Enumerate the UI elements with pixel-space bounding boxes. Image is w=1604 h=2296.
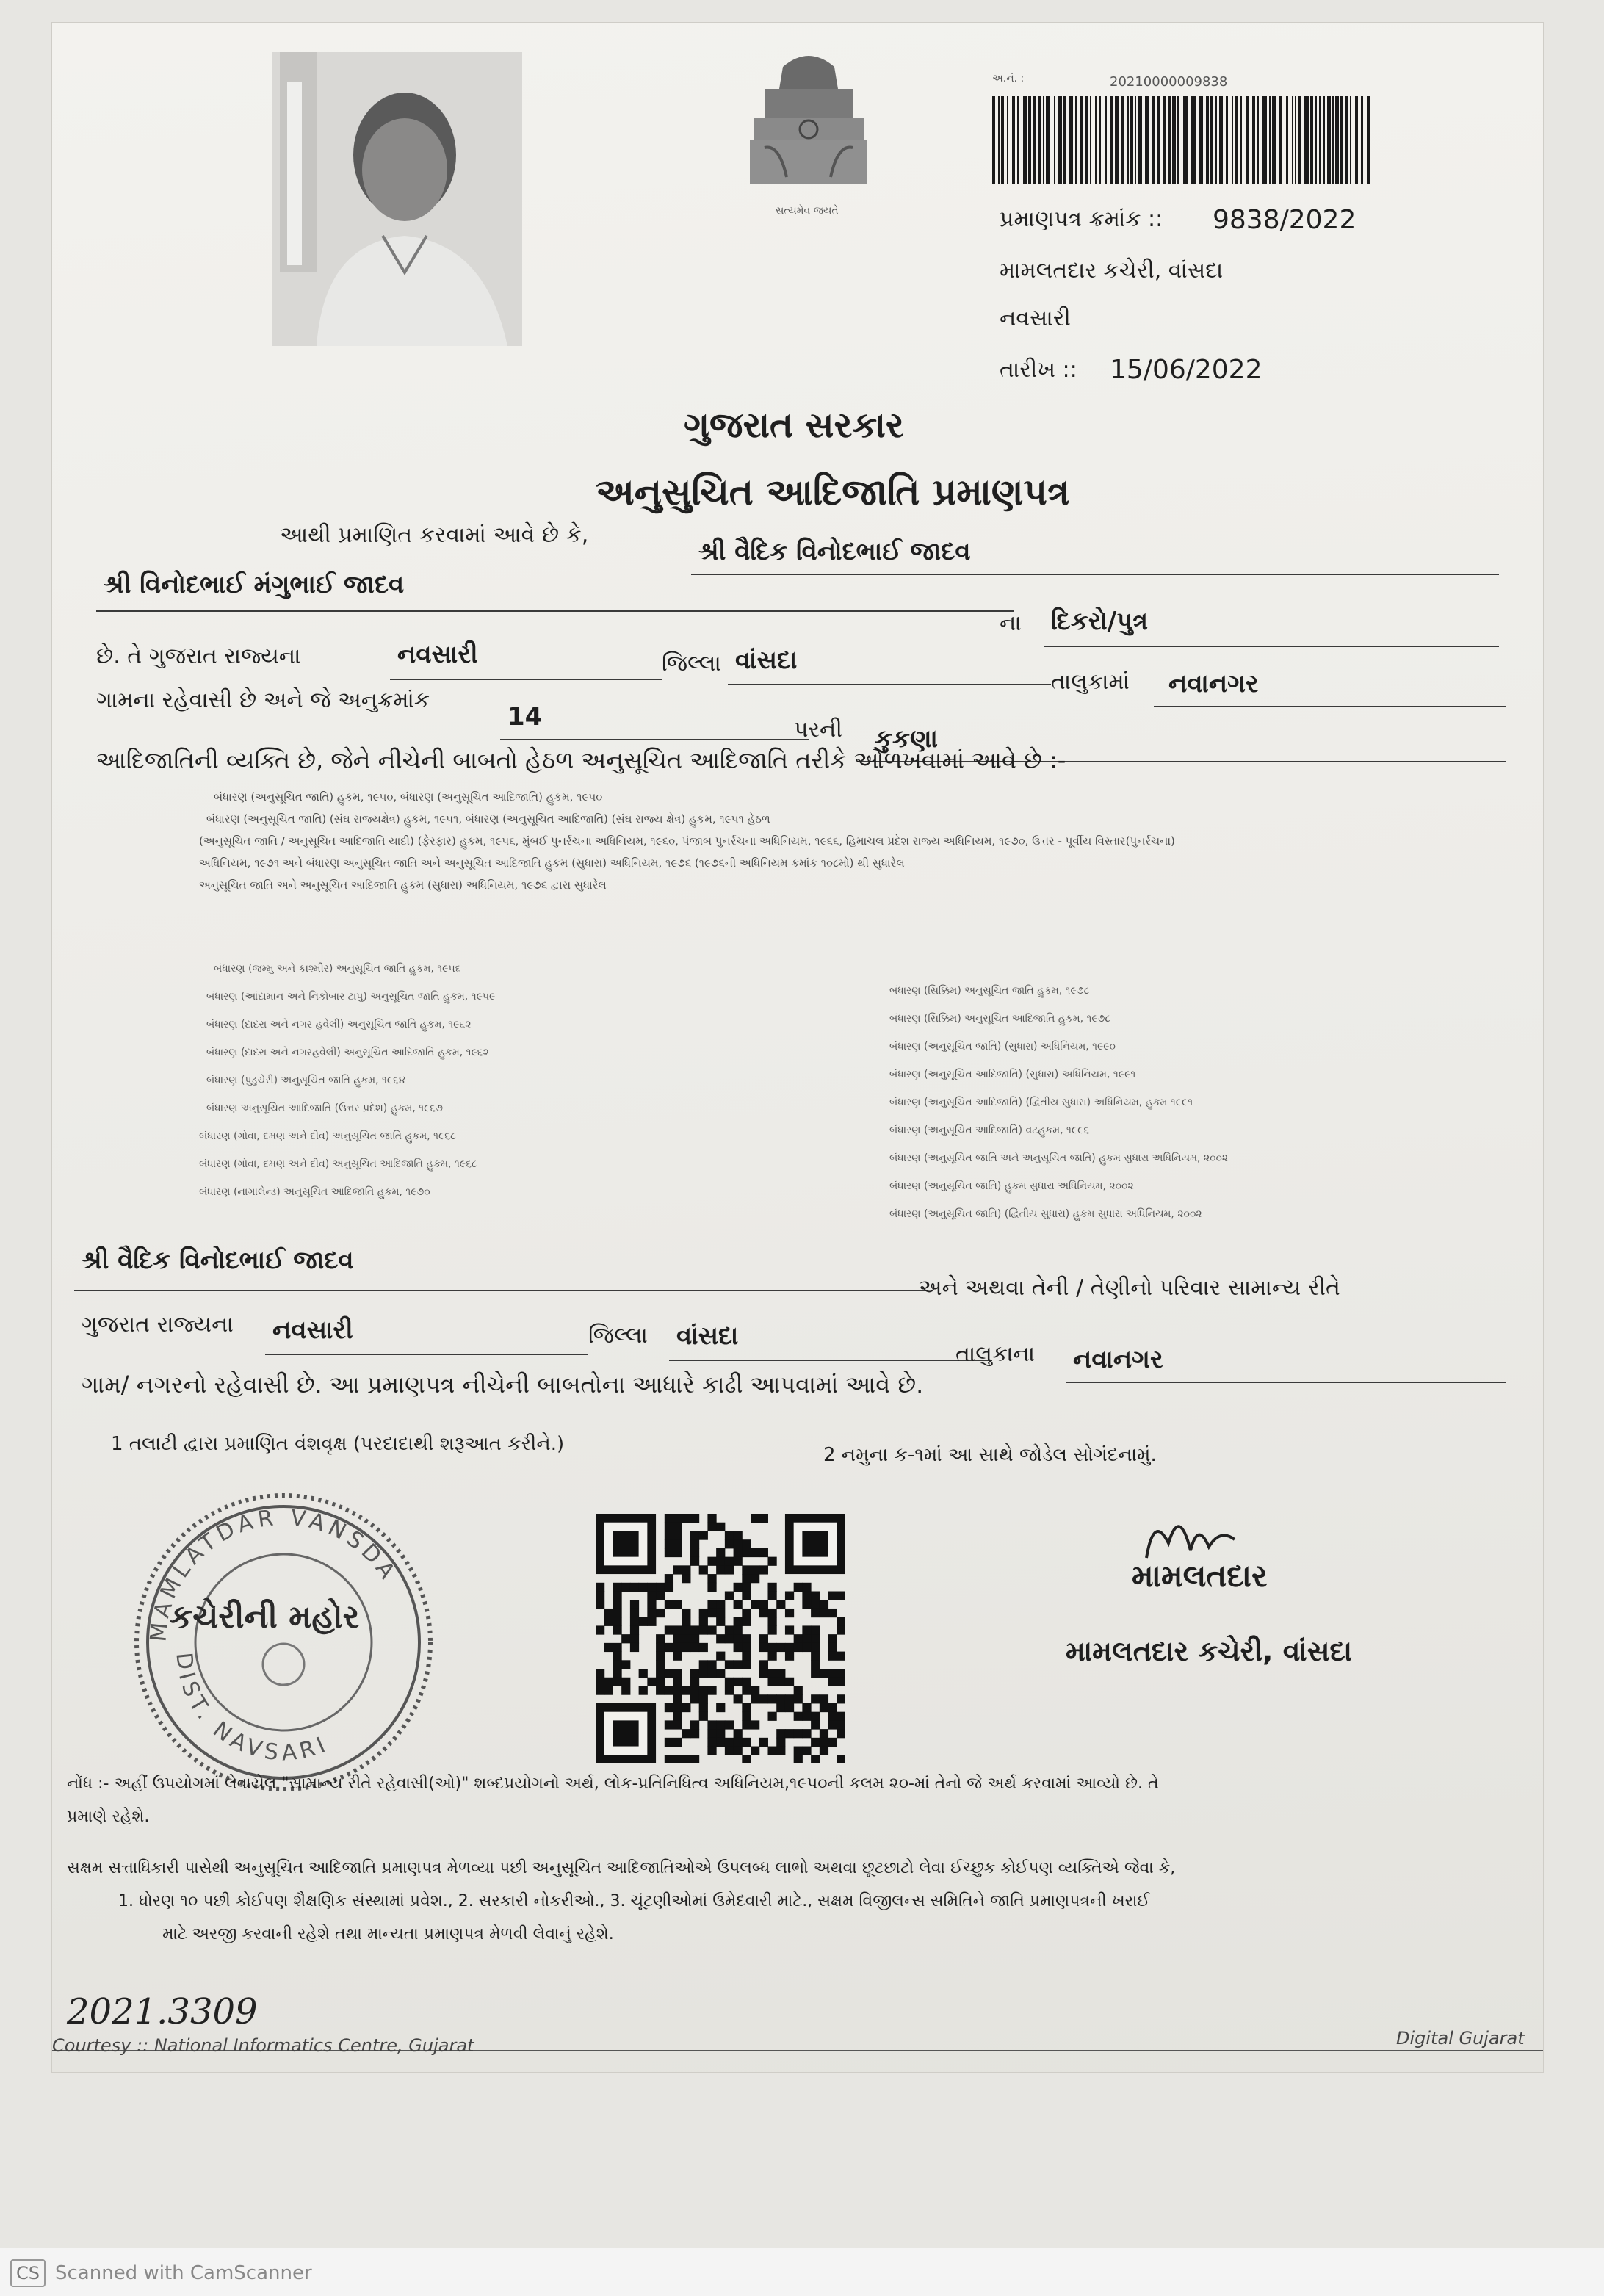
camscanner-text: Scanned with CamScanner (55, 2262, 312, 2284)
seal-text: કચેરીની મહોર (170, 1598, 360, 1636)
legal-right-4: બંધારણ (અનુસૂચિત આદિજાતિ) (દ્વિતીય સુધારા) અધિનિયમ, હુકમ ૧૯૯૧ (889, 1097, 1193, 1108)
district2: નવસારી (272, 1315, 353, 1345)
legal-right-6: બંધારણ (અનુસૂચિત જાતિ અને અનુસૂચિત જાતિ) હુકમ સુધારા અધિનિયમ, ૨૦૦૨ (889, 1152, 1229, 1164)
legal-left-4: બંધારણ (પુડુચેરી) અનુસૂચિત જાતિ હુકમ, ૧૯૬૪ (206, 1075, 405, 1086)
seal-ring-bottom: DIST. NAVSARI (170, 1651, 333, 1766)
certificate-title: અનુસુચિત આદિજાતિ પ્રમાણપત્ર (596, 471, 1070, 513)
office-line1: મામલતદાર કચેરી, વાંસદા (1000, 258, 1224, 284)
family-line: અને અથવા તેની / તેણીનો પરિવાર સામાન્ય રીતે (919, 1275, 1340, 1301)
legal-right-7: બંધારણ (અનુસૂચિત જાતિ) હુકમ સુધારા અધિનિયમ, ૨૦૦૨ (889, 1180, 1134, 1192)
qr-code (596, 1514, 845, 1763)
para-line1: સક્ષમ સત્તાધિકારી પાસેથી અનુસૂચિત આદિજાતિ પ્રમાણપત્ર મેળવ્યા પછી અનુસૂચિત આદિજાતિઓએ ઉપલબ્ધ લાભો અથવા છૂટછાટો લેવા ઈચ્છુક કોઈપણ વ્યક્તિએ જેવા કે, (67, 1859, 1176, 1877)
underline-taluka (728, 684, 1051, 685)
district: નવસારી (397, 640, 478, 669)
district-label2: જિલ્લા (588, 1323, 648, 1349)
round-seal-icon (118, 1477, 449, 1808)
taluka: વાંસદા (735, 646, 798, 675)
legal-top-3: અધિનિયમ, ૧૯૭૧ અને બંધારણ અનુસૂચિત જાતિ અને અનુસૂચિત આદિજાતિ હુકમ (સુધારા) અધિનિયમ, ૧૯૭૬ (૧૯૭૬ની અધિનિયમ ક્રમાંક ૧૦૮મો) થી સુધારેલ (199, 856, 905, 870)
taluka-label: તાલુકામાં (1051, 669, 1130, 695)
underline-village (1154, 706, 1506, 707)
barcode-caption: અ.નં. : (992, 73, 1025, 84)
note-line2: પ્રમાણે રહેશે. (67, 1808, 150, 1826)
underline-child-again (74, 1290, 926, 1291)
underline-child-name (691, 574, 1499, 575)
legal-left-3: બંધારણ (દાદરા અને નગરહવેલી) અનુસૂચિત આદિજાતિ હુકમ, ૧૯૬૨ (206, 1047, 489, 1058)
legal-left-5: બંધારણ અનુસૂચિત આદિજાતિ (ઉત્તર પ્રદેશ) હુકમ, ૧૯૬૭ (206, 1102, 443, 1114)
underline-village2 (1066, 1382, 1506, 1383)
signatory-title: મામલતદાર (1132, 1558, 1268, 1594)
gov-title: ગુજરાત સરકાર (684, 405, 904, 446)
ashoka-emblem-icon (713, 37, 904, 228)
applicant-photo (272, 52, 522, 346)
tribe-name: કુકણા (875, 724, 938, 754)
relation: દિકરો/પુત્ર (1051, 607, 1149, 636)
digital-gujarat-text: Digital Gujarat (1396, 2028, 1525, 2048)
certificate-sheet (51, 22, 1544, 2073)
signatory-office: મામલતદાર કચેરી, વાંસદા (1066, 1635, 1353, 1667)
certificate-number-label: પ્રમાણપત્ર ક્રમાંક :: (1000, 206, 1163, 232)
taluka-label2: તાલુકાના (955, 1341, 1036, 1367)
camscanner-logo-icon: CS (10, 2259, 46, 2287)
parni-text: પરની (794, 717, 842, 743)
person-silhouette-icon (272, 52, 522, 346)
camscanner-bar (0, 2248, 1604, 2296)
resident-line: ગામના રહેવાસી છે અને જે અનુક્રમાંક (96, 687, 430, 713)
legal-top-1: બંધારણ (અનુસૂચિત જાતિ) (સંઘ રાજ્યક્ષેત્ર) હુકમ, ૧૯૫૧, બંધારણ (અનુસૂચિત આદિજાતિ) (સંઘ રાજ્ય ક્ષેત્ર) હુકમ, ૧૯૫૧ હેઠળ (206, 812, 770, 826)
legal-left-6: બંધારણ (ગોવા, દમણ અને દીવ) અનુસૂચિત જાતિ હુકમ, ૧૯૬૮ (199, 1130, 456, 1142)
barcode (992, 96, 1374, 184)
underline-taluka2 (669, 1360, 992, 1361)
para-line3: માટે અરજી કરવાની રહેશે તથા માન્યતા પ્રમાણપત્ર મેળવી લેવાનું રહેશે. (162, 1925, 614, 1943)
child-name: શ્રી વૈદિક વિનોદભાઈ જાદવ (698, 537, 971, 566)
issued-line: ગામ/ નગરનો રહેવાસી છે. આ પ્રમાણપત્ર નીચેની બાબતોના આધારે કાઢી આપવામાં આવે છે. (82, 1371, 924, 1398)
basis-2: 2 નમુના ક-૧માં આ સાથે જોડેલ સોગંદનામું. (823, 1444, 1157, 1466)
parent-name: શ્રી વિનોદભાઈ મંગુભાઈ જાદવ (104, 570, 405, 599)
na-text: ના (1000, 610, 1022, 636)
legal-top-0: બંધારણ (અનુસૂચિત જાતિ) હુકમ, ૧૯૫૦, બંધારણ (અનુસૂચિત આદિજાતિ) હુકમ, ૧૯૫૦ (214, 790, 603, 804)
taluka2: વાંસદા (676, 1321, 739, 1351)
state-prefix2: ગુજરાત રાજ્યના (82, 1312, 234, 1337)
legal-left-0: બંધારણ (જમ્મુ અને કાશ્મીર) અનુસૂચિત જાતિ હુકમ, ૧૯૫૬ (214, 963, 461, 975)
legal-right-5: બંધારણ (અનુસૂચિત આદિજાતિ) વટહુકમ, ૧૯૯૬ (889, 1124, 1090, 1136)
tribe-line: આદિજાતિની વ્યક્તિ છે, જેને નીચેની બાબતો હેઠળ અનુસૂચિત આદિજાતિ તરીકે ઓળખવામાં આવે છે :- (96, 746, 1066, 774)
legal-right-3: બંધારણ (અનુસૂચિત આદિજાતિ) (સુધારા) અધિનિયમ, ૧૯૯૧ (889, 1069, 1136, 1080)
underline-district2 (265, 1354, 588, 1355)
village: નવાનગર (1168, 669, 1259, 698)
child-name-again: શ્રી વૈદિક વિનોદભાઈ જાદવ (82, 1246, 354, 1275)
legal-right-8: બંધારણ (અનુસૂચિત જાતિ) (દ્વિતીય સુધારા) હુકમ સુધારા અધિનિયમ, ૨૦૦૨ (889, 1208, 1202, 1220)
courtesy-text: Courtesy :: National Informatics Centre, Gujarat (52, 2035, 474, 2056)
office-line2: નવસારી (1000, 306, 1071, 331)
underline-district (390, 679, 662, 680)
seal-ring-top: MAMLATDAR VANSDA (145, 1504, 402, 1643)
emblem-caption: સત્યમેવ જયતે (776, 205, 839, 217)
legal-right-0: બંધારણ (સિક્કિમ) અનુસૂચિત જાતિ હુકમ, ૧૯૭૮ (889, 985, 1090, 997)
legal-left-8: બંધારણ (નાગાલેન્ડ) અનુસૂચિત આદિજાતિ હુકમ, ૧૯૭૦ (199, 1186, 430, 1198)
state-prefix: છે. તે ગુજરાત રાજ્યના (96, 643, 301, 669)
legal-right-2: બંધારણ (અનુસૂચિત જાતિ) (સુધારા) અધિનિયમ, ૧૯૯૦ (889, 1041, 1116, 1053)
qr-code-icon (596, 1514, 845, 1763)
national-emblem (713, 37, 904, 228)
issue-date: 15/06/2022 (1110, 355, 1262, 385)
underline-parent-name (96, 610, 1014, 612)
underline-relation (1044, 646, 1499, 647)
handwritten-reference: 2021.3309 (67, 1991, 258, 2032)
legal-right-1: બંધારણ (સિક્કિમ) અનુસૂચિત આદિજાતિ હુકમ, ૧૯૭૮ (889, 1013, 1111, 1025)
barcode-number: 20210000009838 (1110, 74, 1228, 90)
note-line1: નોંધ :- અહીં ઉપયોગમાં લેવાયેલ "સામાન્ય રીતે રહેવાસી(ઓ)" શબ્દપ્રયોગનો અર્થ, લોક-પ્રતિનિધિત્વ અધિનિયમ,૧૯૫૦ની કલમ ૨૦-માં તેનો જે અર્થ કરવામાં આવ્યો છે. તે (67, 1775, 1159, 1793)
intro-text: આથી પ્રમાણિત કરવામાં આવે છે કે, (280, 522, 589, 548)
underline-serial (500, 739, 809, 740)
legal-left-1: બંધારણ (આંદામાન અને નિકોબાર ટાપુ) અનુસૂચિત જાતિ હુકમ, ૧૯૫૯ (206, 991, 496, 1003)
para-line2: 1. ધોરણ ૧૦ પછી કોઈપણ શૈક્ષણિક સંસ્થામાં પ્રવેશ., 2. સરકારી નોકરીઓ., 3. ચૂંટણીઓમાં ઉમેદવારી માટે., સક્ષમ વિજીલન્સ સમિતિને જાતિ પ્રમાણપત્રની ખરાઈ (118, 1892, 1150, 1910)
svg-text:DIST. NAVSARI (170, 1651, 333, 1766)
serial-number: 14 (507, 702, 543, 732)
district-label: જિલ્લા (662, 651, 721, 676)
certificate-number: 9838/2022 (1213, 205, 1356, 235)
legal-top-2: (અનુસૂચિત જાતિ / અનુસૂચિત આદિજાતિ યાદી) (ફેરફાર) હુકમ, ૧૯૫૬, મુંબઈ પુનર્રચના અધિનિયમ, ૧૯૬૦, પંજાબ પુનર્રચના અધિનિયમ, ૧૯૬૬, હિમાચલ પ્રદેશ રાજ્ય અધિનિયમ, ૧૯૭૦, ઉત્તર - પૂર્વીય વિસ્તાર(પુનર્રચના) (199, 834, 1175, 848)
basis-1: 1 તલાટી દ્વારા પ્રમાણિત વંશવૃક્ષ (પરદાદાથી શરૂઆત કરીને.) (111, 1433, 565, 1455)
date-label: તારીખ :: (1000, 357, 1077, 383)
legal-top-4: અનુસૂચિત જાતિ અને અનુસૂચિત આદિજાતિ હુકમ (સુધારા) અધિનિયમ, ૧૯૭૬ દ્વારા સુધારેલ (199, 878, 607, 892)
barcode-bars (992, 96, 1374, 184)
legal-left-7: બંધારણ (ગોવા, દમણ અને દીવ) અનુસૂચિત આદિજાતિ હુકમ, ૧૯૬૮ (199, 1158, 477, 1170)
legal-left-2: બંધારણ (દાદરા અને નગર હવેલી) અનુસૂચિત જાતિ હુકમ, ૧૯૬૨ (206, 1019, 472, 1030)
village2: નવાનગર (1073, 1345, 1163, 1374)
office-seal (118, 1477, 449, 1808)
